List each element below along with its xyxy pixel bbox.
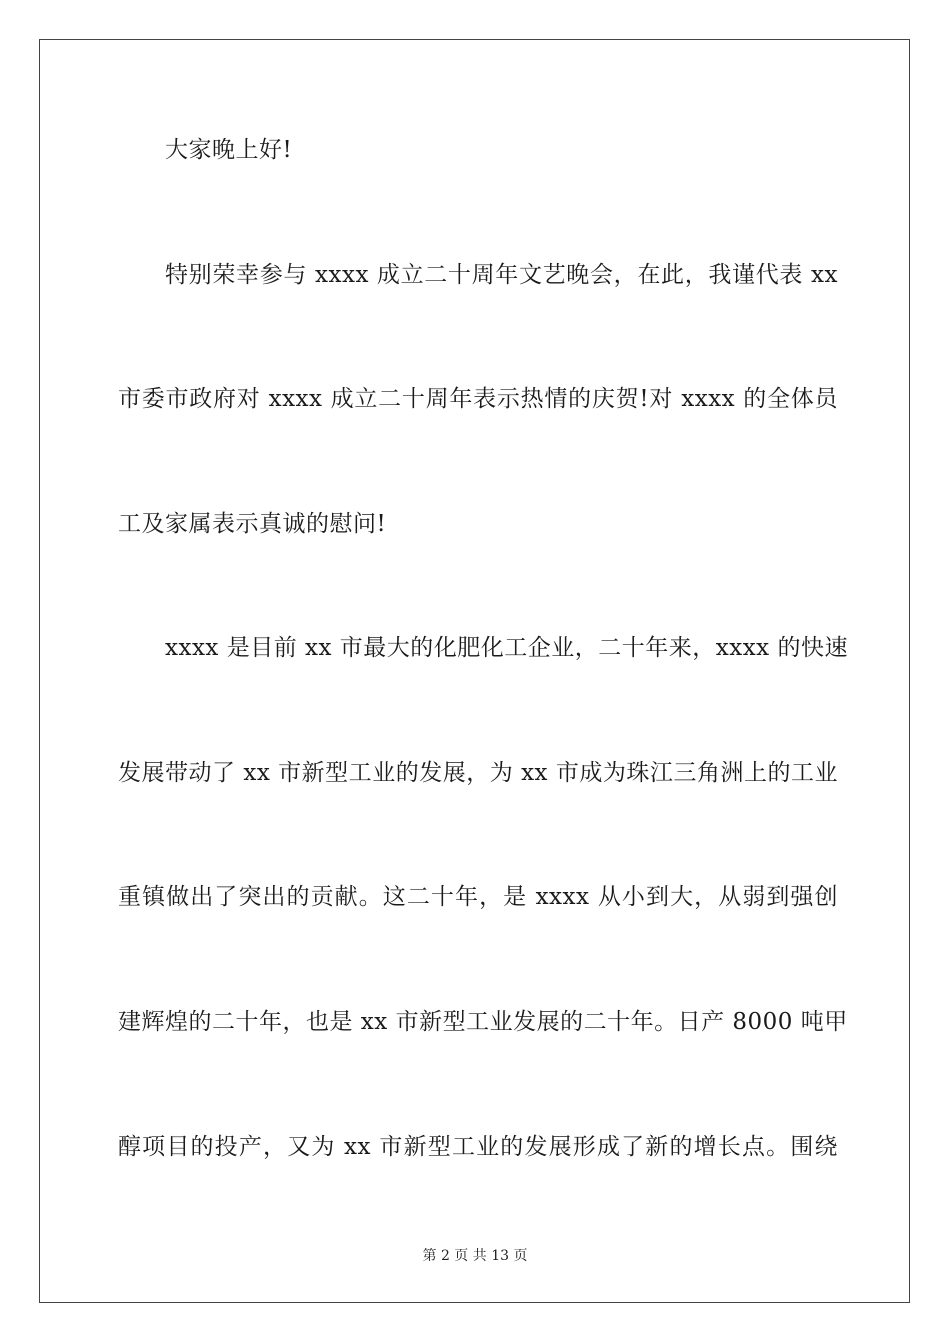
text-line-paragraph-2-start: xxxx 是目前 xx 市最大的化肥化工企业，二十年来，xxxx 的快速 bbox=[165, 635, 848, 661]
page-number-footer: 第 2 页 共 13 页 bbox=[422, 1248, 528, 1264]
text-line: 发展带动了 xx 市新型工业的发展，为 xx 市成为珠江三角洲上的工业 bbox=[118, 760, 838, 786]
text-line-greeting: 大家晚上好! bbox=[165, 137, 293, 163]
page-border bbox=[39, 39, 910, 1303]
text-line: 建辉煌的二十年，也是 xx 市新型工业发展的二十年。日产 8000 吨甲 bbox=[118, 1009, 848, 1035]
text-line: 工及家属表示真诚的慰问! bbox=[118, 511, 387, 537]
text-line: 重镇做出了突出的贡献。这二十年，是 xxxx 从小到大，从弱到强创 bbox=[118, 884, 838, 910]
text-line: 市委市政府对 xxxx 成立二十周年表示热情的庆贺!对 xxxx 的全体员 bbox=[118, 386, 838, 412]
text-line-paragraph-1-start: 特别荣幸参与 xxxx 成立二十周年文艺晚会，在此，我谨代表 xx bbox=[165, 262, 838, 288]
text-line: 醇项目的投产，又为 xx 市新型工业的发展形成了新的增长点。围绕 bbox=[118, 1134, 838, 1160]
